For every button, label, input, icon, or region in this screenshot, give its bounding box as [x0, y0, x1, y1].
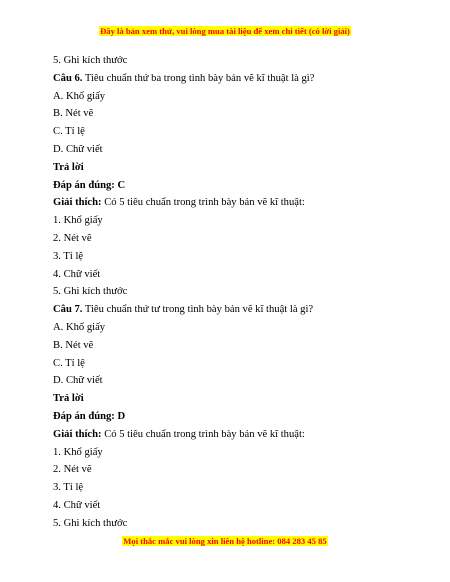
question-7-list-item-5: 5. Ghi kích thước	[53, 517, 128, 529]
question-7-option-c: C. Tỉ lệ	[53, 357, 85, 369]
preview-banner-text: Đây là bản xem thử, vui lòng mua tài liệu để xem chi tiết (có lời giải)	[100, 26, 350, 36]
question-7-list-item-3: 3. Tỉ lệ	[53, 482, 84, 494]
question-6-answer-heading: Trả lời	[53, 161, 84, 173]
preview-banner	[0, 26, 450, 37]
question-7-label: Câu 7.	[53, 304, 83, 316]
question-7-list-item-1: 1. Khổ giấy	[53, 446, 103, 458]
question-7	[53, 301, 433, 319]
question-6-list-item-2: 2. Nét vẽ	[53, 232, 92, 244]
question-7-explanation	[53, 426, 433, 444]
question-6-label: Câu 6.	[53, 72, 83, 84]
hotline-banner-text: Mọi thắc mắc vui lòng xin liên hệ hotline: 084 283 45 85	[123, 536, 327, 546]
question-6-text: Tiêu chuẩn thứ ba trong tình bày bản vẽ kĩ thuật là gì?	[82, 72, 315, 84]
question-6-correct-answer: Đáp án đúng: C	[53, 179, 126, 191]
question-6-option-a: A. Khổ giấy	[53, 90, 106, 102]
hotline-banner	[0, 536, 450, 547]
question-6-list-item-5: 5. Ghi kích thước	[53, 286, 128, 298]
question-7-option-d: D. Chữ viết	[53, 375, 103, 387]
question-6	[53, 70, 433, 88]
question-6-option-c: C. Tỉ lệ	[53, 126, 85, 138]
question-7-explanation-text: Có 5 tiêu chuẩn trong trình bày bản vẽ kĩ thuật:	[101, 428, 305, 440]
question-7-option-b: B. Nét vẽ	[53, 339, 94, 351]
question-6-explanation-label: Giải thích:	[53, 197, 102, 209]
question-7-answer-heading: Trả lời	[53, 393, 84, 405]
question-6-list-item-1: 1. Khổ giấy	[53, 215, 103, 227]
question-6-list-item-3: 3. Tỉ lệ	[53, 250, 84, 262]
previous-item-5: 5. Ghi kích thước	[53, 55, 128, 66]
question-6-explanation-text: Có 5 tiêu chuẩn trong trình bày bản vẽ kĩ thuật:	[101, 197, 305, 209]
question-7-text: Tiêu chuẩn thứ tư trong tình bày bản vẽ kĩ thuật là gì?	[82, 304, 314, 316]
question-7-correct-answer: Đáp án đúng: D	[53, 410, 126, 422]
question-6-list-item-4: 4. Chữ viết	[53, 268, 101, 280]
question-7-explanation-label: Giải thích:	[53, 428, 102, 440]
document-body	[53, 52, 433, 533]
question-7-list-item-4: 4. Chữ viết	[53, 499, 101, 511]
question-6-option-b: B. Nét vẽ	[53, 108, 94, 120]
question-6-explanation	[53, 194, 433, 212]
question-7-list-item-2: 2. Nét vẽ	[53, 464, 92, 476]
question-7-option-a: A. Khổ giấy	[53, 321, 106, 333]
question-6-option-d: D. Chữ viết	[53, 143, 103, 155]
